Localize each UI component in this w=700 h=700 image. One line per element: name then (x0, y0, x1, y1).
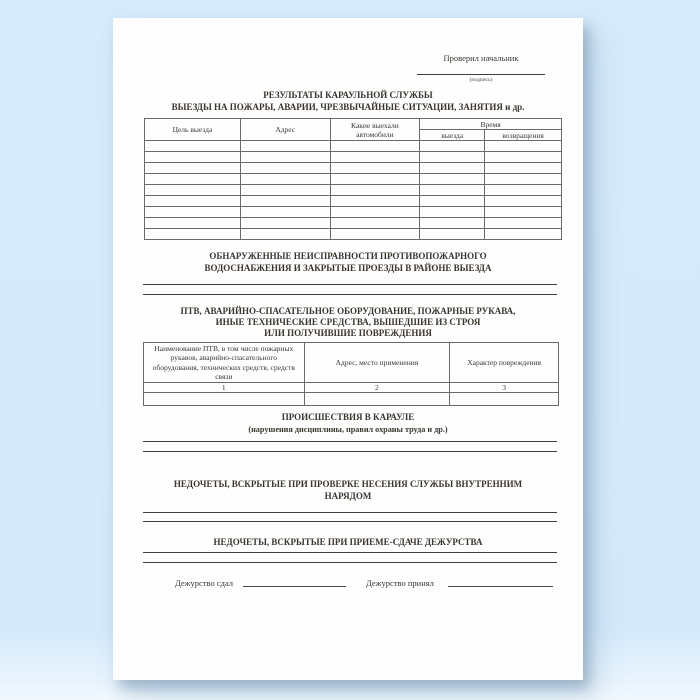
trips-table-empty-cell (145, 163, 241, 174)
col-header-purpose: Цель выезда (145, 119, 241, 141)
trips-table (144, 118, 562, 240)
water-supply-blank-line-2 (143, 294, 557, 295)
incidents-blank-line-1 (143, 441, 557, 442)
trips-table-empty-cell (145, 141, 241, 152)
handover-heading (113, 537, 583, 549)
column-number-2: 2 (304, 383, 450, 393)
column-number-3: 3 (450, 383, 559, 393)
trips-table-empty-cell (145, 218, 241, 229)
trips-table-empty-cell (240, 163, 330, 174)
trips-table-empty-cell (420, 196, 485, 207)
trips-table-empty-cell (240, 196, 330, 207)
trips-table-empty-cell (240, 229, 330, 240)
trips-table-empty-cell (240, 218, 330, 229)
approval-label: Проверил начальник (443, 53, 519, 63)
trips-table-empty-cell (420, 152, 485, 163)
trips-table-empty-row (145, 207, 562, 218)
trips-table-header-row1 (145, 119, 562, 130)
internal-duty-blank-line-1 (143, 512, 557, 513)
equipment-table-number-row (144, 383, 559, 393)
duty-accepted-line (448, 577, 553, 587)
equipment-heading-line3: ИЛИ ПОЛУЧИВШИЕ ПОВРЕЖДЕНИЯ (264, 328, 432, 338)
trips-table-empty-cell (145, 174, 241, 185)
col-header-vehicles: Какие выехали автомобили (330, 119, 420, 141)
trips-table-empty-cell (420, 207, 485, 218)
trips-table-empty-cell (420, 229, 485, 240)
incidents-heading-sub: (нарушения дисциплины, правил охраны труда и др.) (248, 424, 448, 434)
duty-accepted-label: Дежурство принял (366, 578, 434, 588)
trips-table-empty-cell (420, 185, 485, 196)
handover-blank-line-2 (143, 562, 557, 563)
trips-table-header (145, 119, 562, 141)
trips-table-empty-cell (330, 185, 420, 196)
col-header-departure: выезда (420, 130, 485, 141)
col-header-damage-type: Характер повреждения (450, 343, 559, 383)
trips-table-empty-cell (485, 174, 562, 185)
col-header-return: возвращения (485, 130, 562, 141)
trips-table-empty-cell (240, 152, 330, 163)
trips-table-empty-cell (485, 218, 562, 229)
water-supply-heading (113, 251, 583, 274)
trips-table-empty-cell (485, 152, 562, 163)
trips-table-empty-cell (240, 174, 330, 185)
document-title-line2: ВЫЕЗДЫ НА ПОЖАРЫ, АВАРИИ, ЧРЕЗВЫЧАЙНЫЕ СИТУАЦИИ, ЗАНЯТИЯ и др. (171, 101, 525, 112)
trips-table-empty-cell (485, 207, 562, 218)
internal-duty-heading-line2: НАРЯДОМ (324, 490, 372, 501)
col-header-address: Адрес (240, 119, 330, 141)
incidents-heading-main: ПРОИСШЕСТВИЯ В КАРАУЛЕ (281, 412, 415, 422)
trips-table-empty-row (145, 229, 562, 240)
col-header-time-group: Время (420, 119, 562, 130)
handover-heading-line: НЕДОЧЕТЫ, ВСКРЫТЫЕ ПРИ ПРИЕМЕ-СДАЧЕ ДЕЖУРСТВА (213, 537, 483, 547)
trips-table-empty-row (145, 163, 562, 174)
trips-table-empty-cell (330, 218, 420, 229)
water-supply-heading-line1: ОБНАРУЖЕННЫЕ НЕИСПРАВНОСТИ ПРОТИВОПОЖАРНОГО (209, 251, 487, 261)
trips-table-rows (145, 141, 562, 240)
trips-table-empty-cell (420, 174, 485, 185)
trips-table-empty-cell (420, 218, 485, 229)
trips-table-empty-cell (240, 185, 330, 196)
trips-table-empty-cell (485, 196, 562, 207)
equipment-heading (113, 306, 583, 339)
trips-table-empty-cell (420, 163, 485, 174)
signature-line (417, 63, 545, 75)
trips-table-empty-cell (330, 152, 420, 163)
document-page (113, 18, 583, 680)
trips-table-empty-cell (485, 163, 562, 174)
incidents-heading (113, 412, 583, 435)
trips-table-empty-cell (420, 141, 485, 152)
trips-table-empty-cell (330, 207, 420, 218)
trips-table-empty-row (145, 218, 562, 229)
trips-table-empty-cell (145, 152, 241, 163)
equipment-table-empty-cell (450, 393, 559, 406)
trips-table-empty-cell (145, 207, 241, 218)
trips-table-empty-cell (330, 196, 420, 207)
internal-duty-heading (113, 479, 583, 502)
document-title-line1: РЕЗУЛЬТАТЫ КАРАУЛЬНОЙ СЛУЖБЫ (263, 90, 433, 100)
trips-table-empty-cell (330, 163, 420, 174)
trips-table-empty-row (145, 152, 562, 163)
trips-table-empty-cell (330, 229, 420, 240)
equipment-table-empty-row (144, 393, 559, 406)
equipment-heading-line1: ПТВ, АВАРИЙНО-СПАСАТЕЛЬНОЕ ОБОРУДОВАНИЕ, ПОЖАРНЫЕ РУКАВА, (180, 306, 516, 316)
internal-duty-heading-line1: НЕДОЧЕТЫ, ВСКРЫТЫЕ ПРИ ПРОВЕРКЕ НЕСЕНИЯ СЛУЖБЫ ВНУТРЕННИМ (173, 479, 523, 489)
internal-duty-blank-line-2 (143, 521, 557, 522)
equipment-table-empty-cell (144, 393, 305, 406)
water-supply-blank-line-1 (143, 284, 557, 285)
trips-table-empty-cell (330, 141, 420, 152)
trips-table-empty-row (145, 141, 562, 152)
trips-table-empty-cell (240, 141, 330, 152)
trips-table-empty-cell (145, 196, 241, 207)
trips-table-empty-cell (145, 185, 241, 196)
equipment-table (143, 342, 559, 406)
trips-table-empty-row (145, 174, 562, 185)
trips-table-empty-cell (145, 229, 241, 240)
water-supply-heading-line2: ВОДОСНАБЖЕНИЯ И ЗАКРЫТЫЕ ПРОЕЗДЫ В РАЙОНЕ ВЫЕЗДА (204, 262, 492, 273)
incidents-blank-line-2 (143, 451, 557, 452)
document-title (113, 90, 583, 113)
approval-block (417, 53, 545, 84)
equipment-table-header-row (144, 343, 559, 383)
trips-table-empty-cell (485, 229, 562, 240)
trips-table-empty-row (145, 196, 562, 207)
trips-table-empty-cell (485, 141, 562, 152)
col-header-application-place: Адрес, место применения (304, 343, 450, 383)
equipment-table-body (144, 383, 559, 406)
duty-handed-over-label: Дежурство сдал (175, 578, 234, 588)
equipment-heading-line2: ИНЫЕ ТЕХНИЧЕСКИЕ СРЕДСТВА, ВЫШЕДШИЕ ИЗ СТРОЯ (215, 317, 481, 327)
equipment-table-header (144, 343, 559, 383)
signature-caption: (подпись) (469, 77, 493, 83)
trips-table-empty-cell (485, 185, 562, 196)
col-header-equipment-name: Наименование ПТВ, в том числе пожарных рукавов, аварийно-спасательного оборудования, технических средств, средств связи (144, 343, 305, 383)
column-number-1: 1 (144, 383, 305, 393)
handover-blank-line-1 (143, 552, 557, 553)
duty-handed-over-line (243, 577, 346, 587)
trips-table-empty-cell (330, 174, 420, 185)
equipment-table-empty-cell (304, 393, 450, 406)
trips-table-empty-row (145, 185, 562, 196)
duty-signature-row (113, 575, 583, 589)
trips-table-empty-cell (240, 207, 330, 218)
